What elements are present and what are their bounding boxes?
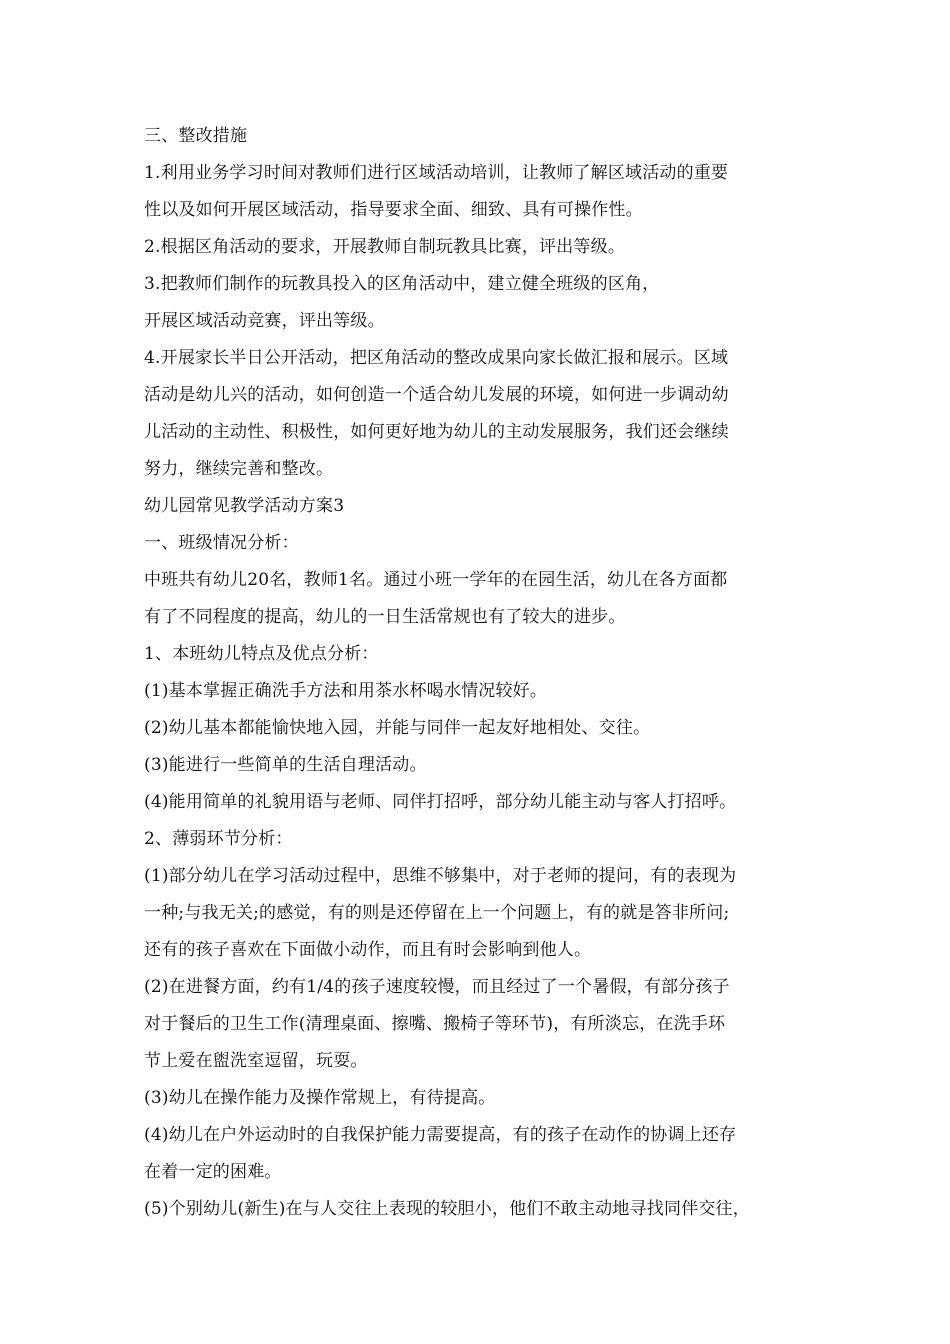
text-line: 有了不同程度的提高，幼儿的一日生活常规也有了较大的进步。 — [144, 607, 626, 627]
section-heading-rectification: 三、整改措施 — [144, 126, 248, 146]
text-line: (1)基本掌握正确洗手方法和用茶水杯喝水情况较好。 — [144, 681, 548, 701]
text-line: (5)个别幼儿(新生)在与人交往上表现的较胆小，他们不敢主动地寻找同伴交往， — [144, 1199, 750, 1219]
text-line: 中班共有幼儿20名，教师1名。通过小班一学年的在园生活，幼儿在各方面都 — [144, 570, 728, 590]
text-line: (3)能进行一些简单的生活自理活动。 — [144, 755, 427, 775]
text-line: 对于餐后的卫生工作(清理桌面、擦嘴、搬椅子等环节)，有所淡忘，在洗手环 — [144, 1014, 726, 1034]
text-line: 1.利用业务学习时间对教师们进行区域活动培训，让教师了解区域活动的重要 — [144, 163, 729, 183]
text-line: 儿活动的主动性、积极性，如何更好地为幼儿的主动发展服务，我们还会继续 — [144, 422, 729, 442]
text-line: 2.根据区角活动的要求，开展教师自制玩教具比赛，评出等级。 — [144, 237, 626, 257]
text-line: (4)能用简单的礼貌用语与老师、同伴打招呼，部分幼儿能主动与客人打招呼。 — [144, 792, 737, 812]
text-line: 4.开展家长半日公开活动，把区角活动的整改成果向家长做汇报和展示。区域 — [144, 348, 729, 368]
text-line: 一种;与我无关;的感觉，有的则是还停留在上一个问题上，有的就是答非所问; — [144, 903, 730, 923]
section-heading-class-analysis: 一、班级情况分析： — [144, 533, 299, 553]
text-line: (4)幼儿在户外运动时的自我保护能力需要提高，有的孩子在动作的协调上还存 — [144, 1125, 737, 1145]
text-line: 节上爱在盥洗室逗留，玩耍。 — [144, 1051, 368, 1071]
text-line: 在着一定的困难。 — [144, 1162, 282, 1182]
text-line: (2)幼儿基本都能愉快地入园，并能与同伴一起友好地相处、交往。 — [144, 718, 651, 738]
text-line: 还有的孩子喜欢在下面做小动作，而且有时会影响到他人。 — [144, 940, 592, 960]
text-line: 3.把教师们制作的玩教具投入的区角活动中，建立健全班级的区角， — [144, 274, 660, 294]
document-body — [144, 118, 824, 1228]
text-line: 开展区域活动竞赛，评出等级。 — [144, 311, 385, 331]
text-line: 性以及如何开展区域活动，指导要求全面、细致、具有可操作性。 — [144, 200, 643, 220]
text-line: 努力，继续完善和整改。 — [144, 459, 334, 479]
subsection-heading-strengths: 1、本班幼儿特点及优点分析： — [144, 644, 379, 664]
subsection-heading-weaknesses: 2、薄弱环节分析： — [144, 829, 293, 849]
text-line: 活动是幼儿兴的活动，如何创造一个适合幼儿发展的环境，如何进一步调动幼 — [144, 385, 729, 405]
text-line: (1)部分幼儿在学习活动过程中，思维不够集中，对于老师的提问，有的表现为 — [144, 866, 737, 886]
plan-title: 幼儿园常见教学活动方案3 — [144, 496, 345, 516]
text-line: (3)幼儿在操作能力及操作常规上，有待提高。 — [144, 1088, 496, 1108]
text-line: (2)在进餐方面，约有1/4的孩子速度较慢，而且经过了一个暑假，有部分孩子 — [144, 977, 730, 997]
